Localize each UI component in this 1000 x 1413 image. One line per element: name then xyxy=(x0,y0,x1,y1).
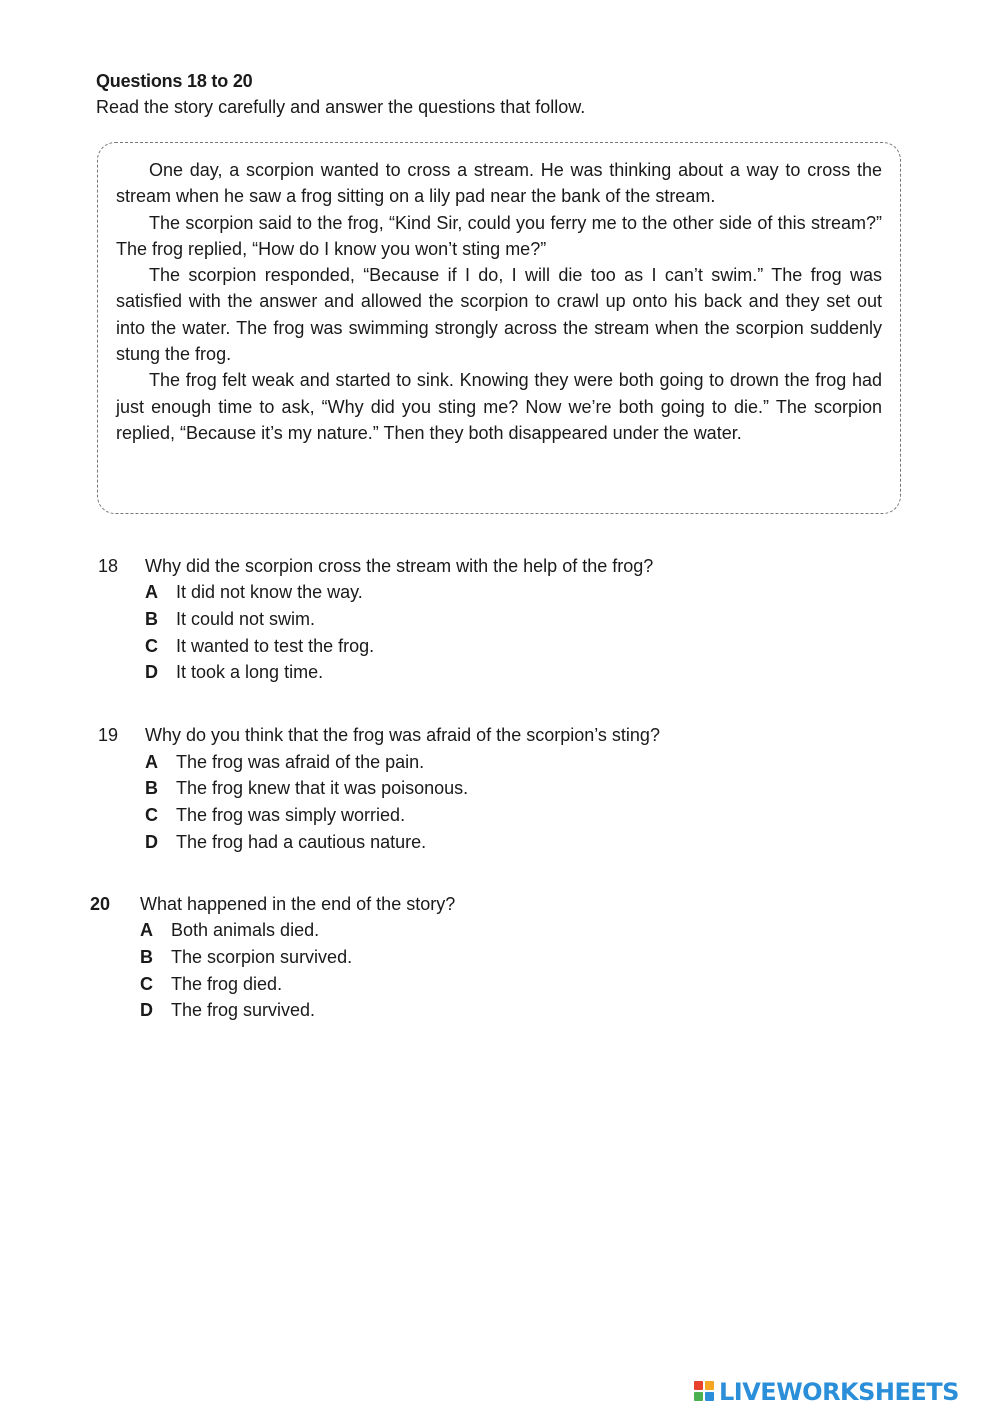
option-text[interactable]: The frog died. xyxy=(171,974,283,994)
option-text[interactable]: It wanted to test the frog. xyxy=(176,636,375,656)
option-letter[interactable]: B xyxy=(145,778,158,798)
option-text[interactable]: Both animals died. xyxy=(171,920,320,940)
option-text[interactable]: The frog was afraid of the pain. xyxy=(176,752,425,772)
option-text[interactable]: It took a long time. xyxy=(176,662,324,682)
option-text[interactable]: It did not know the way. xyxy=(176,582,363,602)
option-letter[interactable]: D xyxy=(145,662,158,682)
option-letter[interactable]: C xyxy=(145,636,158,656)
story-box xyxy=(97,142,901,514)
question-number: 19 xyxy=(98,725,119,745)
option-text[interactable]: The frog survived. xyxy=(171,1000,316,1020)
option-letter[interactable]: B xyxy=(140,947,153,967)
option-letter[interactable]: D xyxy=(145,832,158,852)
option-text[interactable]: The frog knew that it was poisonous. xyxy=(176,778,469,798)
option-text[interactable]: The scorpion survived. xyxy=(171,947,353,967)
section-title: Questions 18 to 20 xyxy=(96,71,253,91)
option-text[interactable]: The frog was simply worried. xyxy=(176,805,406,825)
option-letter[interactable]: A xyxy=(145,582,158,602)
question-text: Why did the scorpion cross the stream with the help of the frog? xyxy=(145,556,654,576)
option-text[interactable]: It could not swim. xyxy=(176,609,316,629)
story-paragraph: The scorpion responded, “Because if I do, I will die too as I can’t swim.” The frog was satisfied with the answer and allowed the scorpion to crawl up onto his back and they set out into the water. The frog was swimming strongly across the stream when the scorpion suddenly stung the frog. xyxy=(116,265,882,365)
story-paragraph: The scorpion said to the frog, “Kind Sir, could you ferry me to the other side of this stream?” The frog replied, “How do I know you won’t sting me?” xyxy=(116,212,882,259)
logo-mark-icon xyxy=(694,1381,716,1403)
option-letter[interactable]: B xyxy=(145,609,158,629)
story-paragraph: The frog felt weak and started to sink. Knowing they were both going to drown the frog had just enough time to ask, “Why did you sting me? Now we’re both going to die.” The scorpion replied, “Because it’s my nature.” Then they both disappeared under the water. xyxy=(116,370,882,443)
question-text: Why do you think that the frog was afraid of the scorpion’s sting? xyxy=(145,725,660,745)
option-text[interactable]: The frog had a cautious nature. xyxy=(176,832,427,852)
logo-text: LIVEWORKSHEETS xyxy=(719,1378,959,1406)
option-letter[interactable]: A xyxy=(140,920,153,940)
question-text: What happened in the end of the story? xyxy=(140,894,456,914)
liveworksheets-logo xyxy=(694,1378,959,1406)
question-number: 20 xyxy=(90,894,111,914)
option-letter[interactable]: A xyxy=(145,752,158,772)
option-letter[interactable]: C xyxy=(140,974,153,994)
option-letter[interactable]: D xyxy=(140,1000,153,1020)
section-instruction: Read the story carefully and answer the questions that follow. xyxy=(96,97,586,117)
option-letter[interactable]: C xyxy=(145,805,158,825)
story-paragraph: One day, a scorpion wanted to cross a stream. He was thinking about a way to cross the stream when he saw a frog sitting on a lily pad near the bank of the stream. xyxy=(116,160,882,207)
question-number: 18 xyxy=(98,556,119,576)
